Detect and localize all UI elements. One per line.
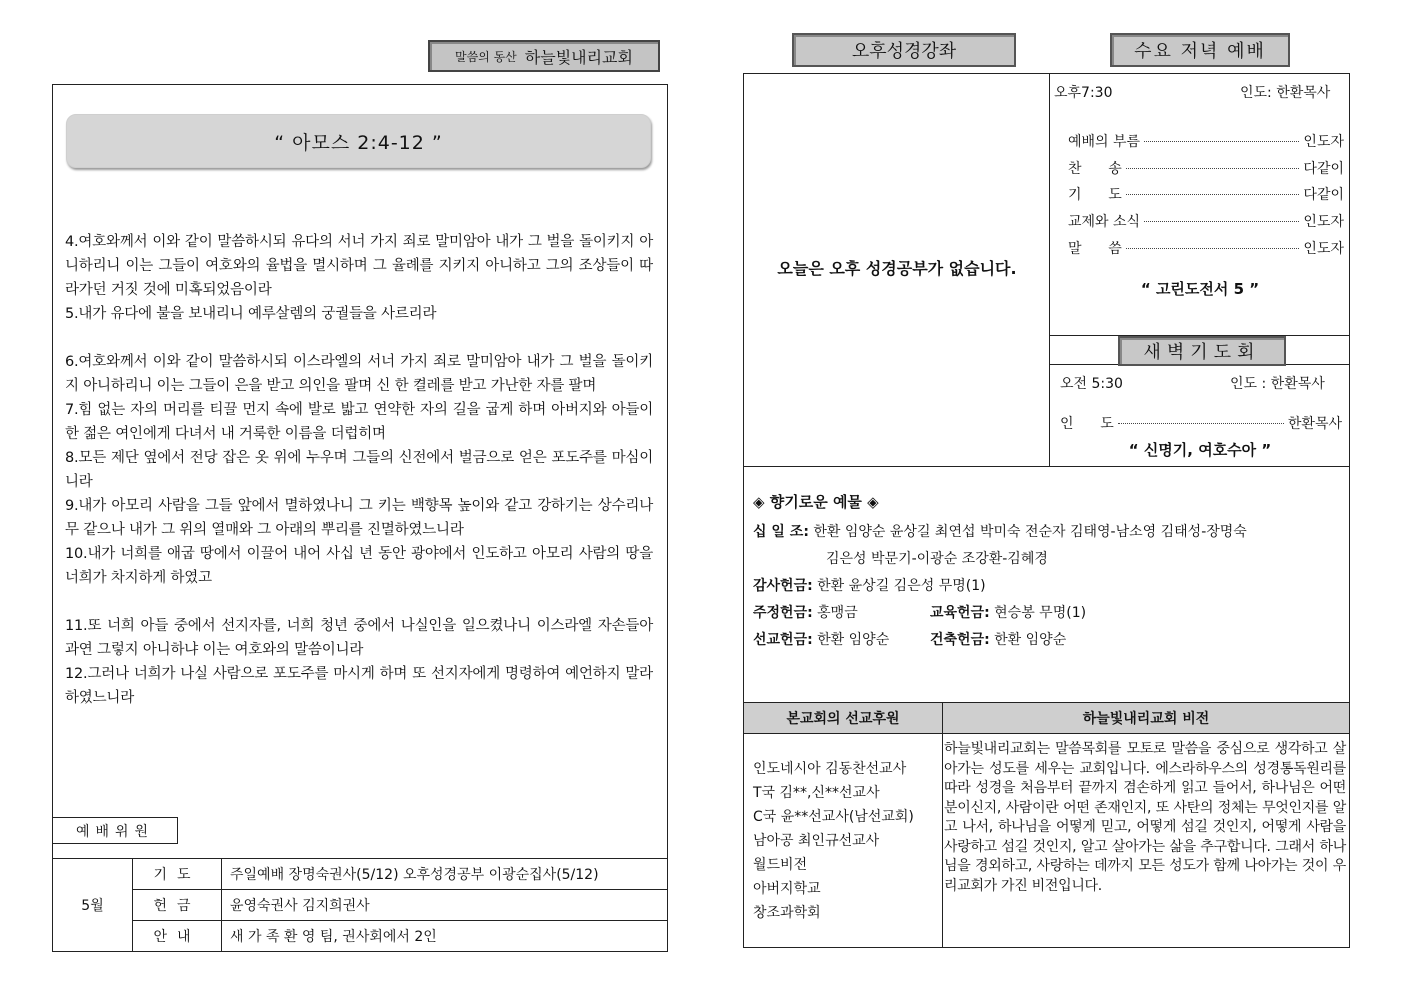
- offering-value: 현승봉 무명(1): [994, 605, 1087, 621]
- worship-staff-label: 예배위원: [52, 817, 178, 844]
- verse: 7.힘 없는 자의 머리를 티끌 먼지 속에 발로 밟고 연약한 자의 길을 굽게 하며 아버지와 아들이 한 젊은 여인에게 다녀서 내 거룩한 이름을 더럽히며: [65, 402, 653, 442]
- order-item: [1068, 158, 1344, 178]
- dawn-time: 오전 5:30: [1060, 376, 1123, 392]
- verse: 8.모든 제단 옆에서 전당 잡은 옷 위에 누우며 그들의 신전에서 벌금으로 얻은 포도주를 마심이니라: [65, 450, 653, 490]
- offering-value: 한환 임양순: [994, 632, 1067, 648]
- table-row: [53, 890, 668, 921]
- order-item-name: 기 도: [1068, 187, 1122, 203]
- building-line: [930, 629, 1066, 649]
- offering-label: 교육헌금:: [930, 605, 990, 621]
- scripture-reference: “ 아모스 2:4-12 ”: [66, 114, 651, 168]
- order-item-name: 말 씀: [1068, 241, 1122, 257]
- mission-header: 본교회의 선교후원: [744, 703, 942, 733]
- verse: 10.내가 너희를 애굽 땅에서 이끌어 내어 사십 년 동안 광야에서 인도하고 아모리 사람의 땅을 너희가 차지하게 하였고: [65, 546, 653, 586]
- staff-month: 5월: [53, 859, 133, 952]
- order-item: [1068, 184, 1344, 204]
- list-item: 월드비전: [753, 857, 808, 873]
- staff-value: 새 가 족 환 영 팀, 권사회에서 2인: [222, 921, 668, 952]
- order-item-who: 인도자: [1303, 214, 1344, 230]
- wednesday-service-label: 수요 저녁 예배: [1110, 33, 1290, 67]
- table-row: [53, 921, 668, 952]
- mission-list: [753, 757, 914, 925]
- verse: 4.여호와께서 이와 같이 말씀하시되 유다의 서너 가지 죄로 말미암아 내가 그 벌을 돌이키지 아니하리니 이는 그들이 여호와의 율법을 멸시하며 그 율례를 지키지 아니하고 그의 조상들이 따라가던 거짓 것에 미혹되었음이라: [65, 234, 653, 298]
- list-item: 인도네시아 김동찬선교사: [753, 761, 907, 777]
- afternoon-study-label: 오후성경강좌: [792, 33, 1016, 67]
- offering-value: 한환 임양순: [817, 632, 890, 648]
- order-item-name: 인 도: [1060, 416, 1114, 432]
- offering-value: 한환 윤상길 김은성 무명(1): [817, 578, 986, 594]
- order-item: [1068, 131, 1344, 151]
- order-item-who: 다같이: [1303, 187, 1344, 203]
- church-name-tag: [428, 40, 660, 72]
- weekly-line: [753, 602, 858, 622]
- order-item-who: 인도자: [1303, 241, 1344, 257]
- offering-title: ◈ 향기로운 예물 ◈: [753, 493, 879, 511]
- mission-offering-line: [753, 629, 889, 649]
- staff-role: 헌금: [133, 890, 222, 921]
- verse: 12.그러나 너희가 나실 사람으로 포도주를 마시게 하며 또 선지자에게 명령하여 예언하지 말라 하였느니라: [65, 666, 653, 706]
- worship-staff-table: [52, 858, 668, 952]
- order-item-who: 인도자: [1303, 134, 1344, 150]
- offering-value: 한환 임양순 윤상길 최연섭 박미숙 전순자 김태영-남소영 김태성-장명숙: [813, 524, 1247, 540]
- list-item: 남아공 최인규선교사: [753, 833, 880, 849]
- verse: 9.내가 아모리 사람을 그들 앞에서 멸하였나니 그 키는 백향목 높이와 같고 강하기는 상수리나무 같으나 내가 그 위의 열매와 그 아래의 뿌리를 진멸하였느니라: [65, 498, 653, 538]
- dawn-prayer-label: 새벽기도회: [1118, 336, 1286, 366]
- offering-value: 김은성 박문기-이광순 조강환-김혜경: [826, 551, 1048, 567]
- edu-line: [930, 602, 1086, 622]
- vision-text: 하늘빛내리교회는 말씀목회를 모토로 말씀을 중심으로 생각하고 살아가는 성도를 세우는 교회입니다. 에스라하우스의 성경통독원리를 따라 성경을 처음부터 끝까지 겸손하게 읽고 들어서, 하나님은 어떤 분이신지, 사람이란 어떤 존재인지, 또 사탄의 정체는 무엇인지를 알고 나서, 하나님을 어떻게 믿고, 어떻게 섬길 것인지, 어떻게 사람을 사랑하고 섬길 것인지, 알고 살아가는 삶을 추구합니다. 그래서 하나님을 경외하고, 사랑하는 데까지 모든 성도가 함께 나아가는 것이 우리교회가 가진 비전입니다.: [944, 741, 1346, 894]
- staff-role: 기도: [133, 859, 222, 890]
- order-item-who: 한환목사: [1287, 416, 1342, 432]
- wed-leader: 인도: 한환목사: [1240, 85, 1331, 101]
- staff-value: 주일예배 장명숙권사(5/12) 오후성경공부 이광순집사(5/12): [222, 859, 668, 890]
- verse: 5.내가 유다에 불을 보내리니 예루살렘의 궁궐들을 사르리라: [65, 306, 437, 322]
- no-study-notice: 오늘은 오후 성경공부가 없습니다.: [777, 259, 1017, 278]
- table-row: [53, 859, 668, 890]
- order-item-who: 다같이: [1303, 161, 1344, 177]
- divider: [1049, 73, 1050, 466]
- staff-role: 안내: [133, 921, 222, 952]
- offering-label: 건축헌금:: [930, 632, 990, 648]
- list-item: 아버지학교: [753, 881, 821, 897]
- order-item: [1068, 211, 1344, 231]
- offering-label: 십 일 조:: [753, 524, 809, 540]
- offering-label: 주정헌금:: [753, 605, 813, 621]
- list-item: 창조과학회: [753, 905, 821, 921]
- order-item-name: 교제와 소식: [1068, 214, 1141, 230]
- offering-label: 감사헌금:: [753, 578, 813, 594]
- staff-value: 윤영숙권사 김지희권사: [222, 890, 668, 921]
- divider: [942, 702, 943, 948]
- dawn-leader: 인도 : 한환목사: [1230, 376, 1325, 392]
- divider: [743, 466, 1350, 467]
- order-item-name: 예배의 부름: [1068, 134, 1141, 150]
- divider: [743, 733, 1350, 734]
- order-item: [1060, 413, 1342, 433]
- wed-scripture: “ 고린도전서 5 ”: [1140, 280, 1260, 298]
- church-motto: 말씀의 동산: [455, 49, 517, 64]
- offering-value: 홍맹금: [817, 605, 858, 621]
- scripture-body: [65, 230, 653, 710]
- list-item: C국 윤**선교사(남선교회): [753, 809, 914, 825]
- offering-label: 선교헌금:: [753, 632, 813, 648]
- thanks-line: [753, 575, 986, 595]
- verse: 11.또 너희 아들 중에서 선지자를, 너희 청년 중에서 나실인을 일으켰나니 이스라엘 자손들아 과연 그렇지 아니하냐 이는 여호와의 말씀이니라: [65, 618, 653, 658]
- order-item: [1068, 238, 1344, 258]
- wed-time: 오후7:30: [1054, 85, 1113, 101]
- church-name: 하늘빛내리교회: [524, 47, 633, 67]
- order-item-name: 찬 송: [1068, 161, 1122, 177]
- verse: 6.여호와께서 이와 같이 말씀하시되 이스라엘의 서너 가지 죄로 말미암아 내가 그 벌을 돌이키지 아니하리니 이는 그들이 은을 받고 의인을 팔며 신 한 켤레를 받고 가난한 자를 팔며: [65, 354, 653, 394]
- dawn-scripture: “ 신명기, 여호수아 ”: [1128, 441, 1272, 459]
- vision-header: 하늘빛내리교회 비전: [943, 703, 1349, 733]
- list-item: T국 김**,신**선교사: [753, 785, 880, 801]
- tithe-line: [753, 521, 1247, 541]
